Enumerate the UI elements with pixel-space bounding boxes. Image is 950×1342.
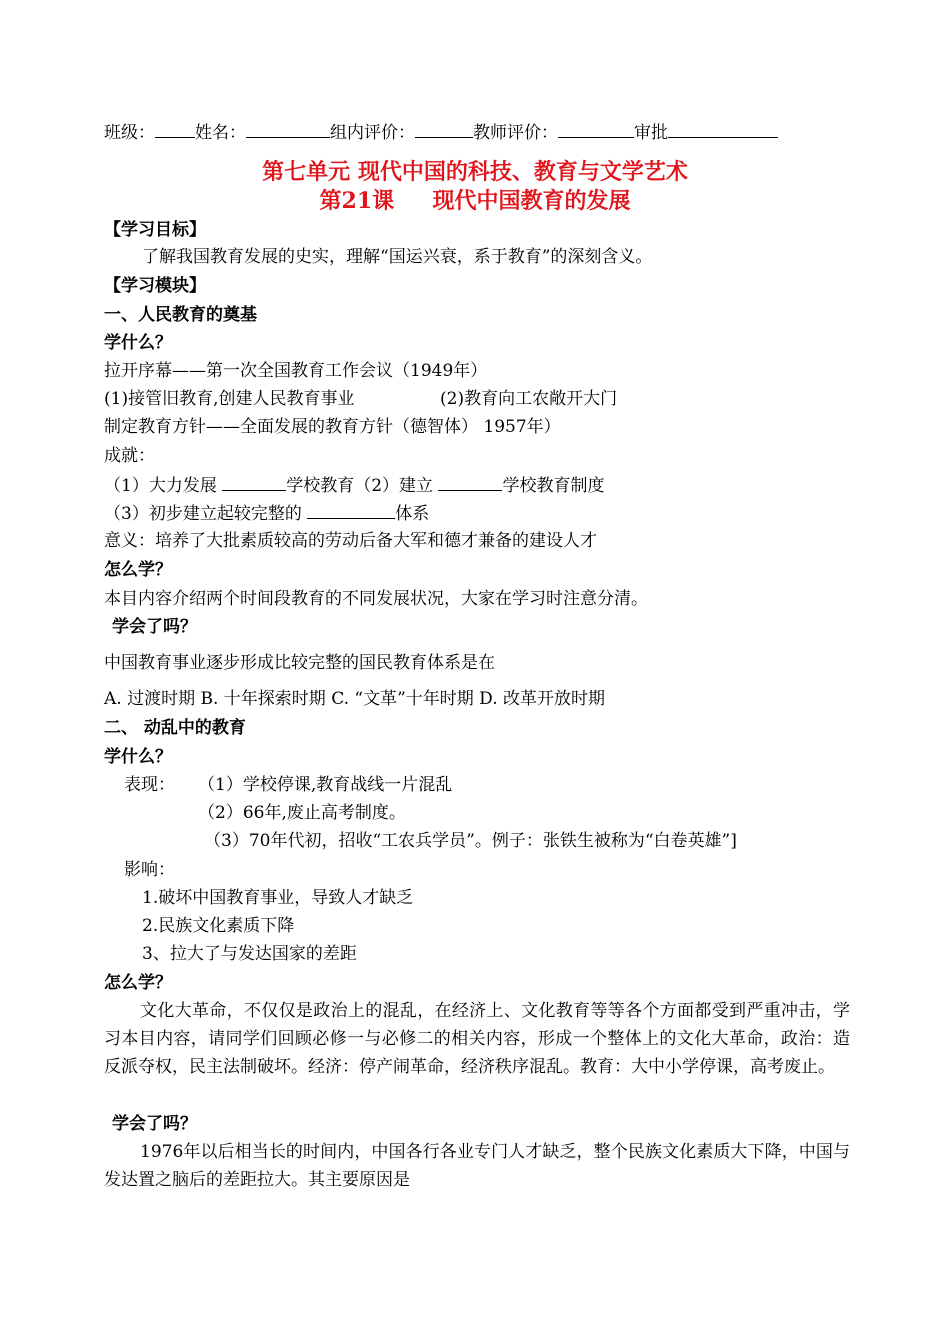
performance-2: （2）66年,废止高考制度。 — [198, 803, 406, 823]
section1-question: 中国教育事业逐步形成比较完整的国民教育体系是在 — [104, 653, 495, 673]
section2-heading: 二、 动乱中的教育 — [104, 718, 246, 738]
impact-label: 影响： — [124, 860, 175, 880]
ach1-part-b: 学校教育（2）建立 — [286, 476, 439, 496]
achievement-line2 — [104, 501, 429, 526]
section2-how-learn: 怎么学？ — [104, 973, 172, 993]
ach1-blank-1 — [222, 473, 286, 491]
approve-blank — [668, 120, 778, 138]
section1-line2a: (1)接管旧教育,创建人民教育事业 — [104, 389, 355, 409]
meaning-line: 意义：培养了大批素质较高的劳动后备大军和德才兼备的建设人才 — [104, 531, 597, 551]
impact-3: 3、拉大了与发达国家的差距 — [142, 944, 357, 964]
group-eval-label: 组内评价： — [330, 123, 415, 143]
lesson-title: 第21课 现代中国教育的发展 — [319, 188, 631, 214]
section1-how-learn: 怎么学？ — [104, 560, 172, 580]
section1-options: A. 过渡时期 B. 十年探索时期 C. “文革”十年时期 D. 改革开放时期 — [104, 689, 606, 709]
goals-heading: 【学习目标】 — [104, 220, 206, 240]
achievement-label: 成就： — [104, 446, 155, 466]
ach2-blank — [307, 501, 395, 519]
class-blank — [155, 120, 195, 138]
approve-label: 审批 — [634, 123, 668, 143]
section1-how-text: 本目内容介绍两个时间段教育的不同发展状况，大家在学习时注意分清。 — [104, 589, 648, 609]
unit-title: 第七单元 现代中国的科技、教育与文学艺术 — [262, 159, 688, 185]
section2-learned: 学会了吗？ — [112, 1114, 197, 1134]
performance-3: （3）70年代初，招收“工农兵学员”。例子：张铁生被称为“白卷英雄”] — [204, 831, 737, 851]
name-blank — [246, 120, 330, 138]
section2-question: 1976年以后相当长的时间内，中国各行各业专门人才缺乏，整个民族文化素质大下降，中国与发达置之脑后的差距拉大。其主要原因是 — [104, 1142, 850, 1190]
class-label: 班级： — [104, 123, 155, 143]
name-label: 姓名： — [195, 123, 246, 143]
group-eval-blank — [415, 120, 473, 138]
performance-1: （1）学校停课,教育战线一片混乱 — [198, 775, 453, 795]
ach1-part-c: 学校教育制度 — [502, 476, 605, 496]
header-row — [104, 120, 778, 145]
section2-learn-what: 学什么？ — [104, 747, 172, 767]
performance-label: 表现： — [124, 775, 175, 795]
ach2-part-b: 体系 — [395, 504, 430, 524]
section1-heading: 一、人民教育的奠基 — [104, 305, 257, 325]
ach1-part-a: （1）大力发展 — [104, 476, 223, 496]
teacher-eval-blank — [558, 120, 634, 138]
ach2-part-a: （3）初步建立起较完整的 — [104, 504, 308, 524]
section1-learned: 学会了吗？ — [112, 617, 197, 637]
section1-line2b: (2)教育向工农敞开大门 — [440, 389, 618, 409]
section2-how-text: 文化大革命，不仅仅是政治上的混乱，在经济上、文化教育等等各个方面都受到严重冲击，学习本目内容，请同学们回顾必修一与必修二的相关内容，形成一个整体上的文化大革命，政治：造反派夺权，民主法制破坏。经济：停产闹革命，经济秩序混乱。教育：大中小学停课，高考废止。 — [104, 1001, 850, 1077]
ach1-blank-2 — [438, 473, 502, 491]
impact-2: 2.民族文化素质下降 — [142, 916, 295, 936]
section1-line1: 拉开序幕——第一次全国教育工作会议（1949年） — [104, 361, 488, 381]
section1-line3: 制定教育方针——全面发展的教育方针（德智体） 1957年） — [104, 417, 561, 437]
goals-text: 了解我国教育发展的史实，理解“国运兴衰，系于教育”的深刻含义。 — [142, 247, 653, 267]
impact-1: 1.破坏中国教育事业，导致人才缺乏 — [142, 888, 414, 908]
section1-learn-what: 学什么？ — [104, 333, 172, 353]
achievement-line1 — [104, 473, 604, 498]
modules-heading: 【学习模块】 — [104, 276, 206, 296]
teacher-eval-label: 教师评价： — [473, 123, 558, 143]
